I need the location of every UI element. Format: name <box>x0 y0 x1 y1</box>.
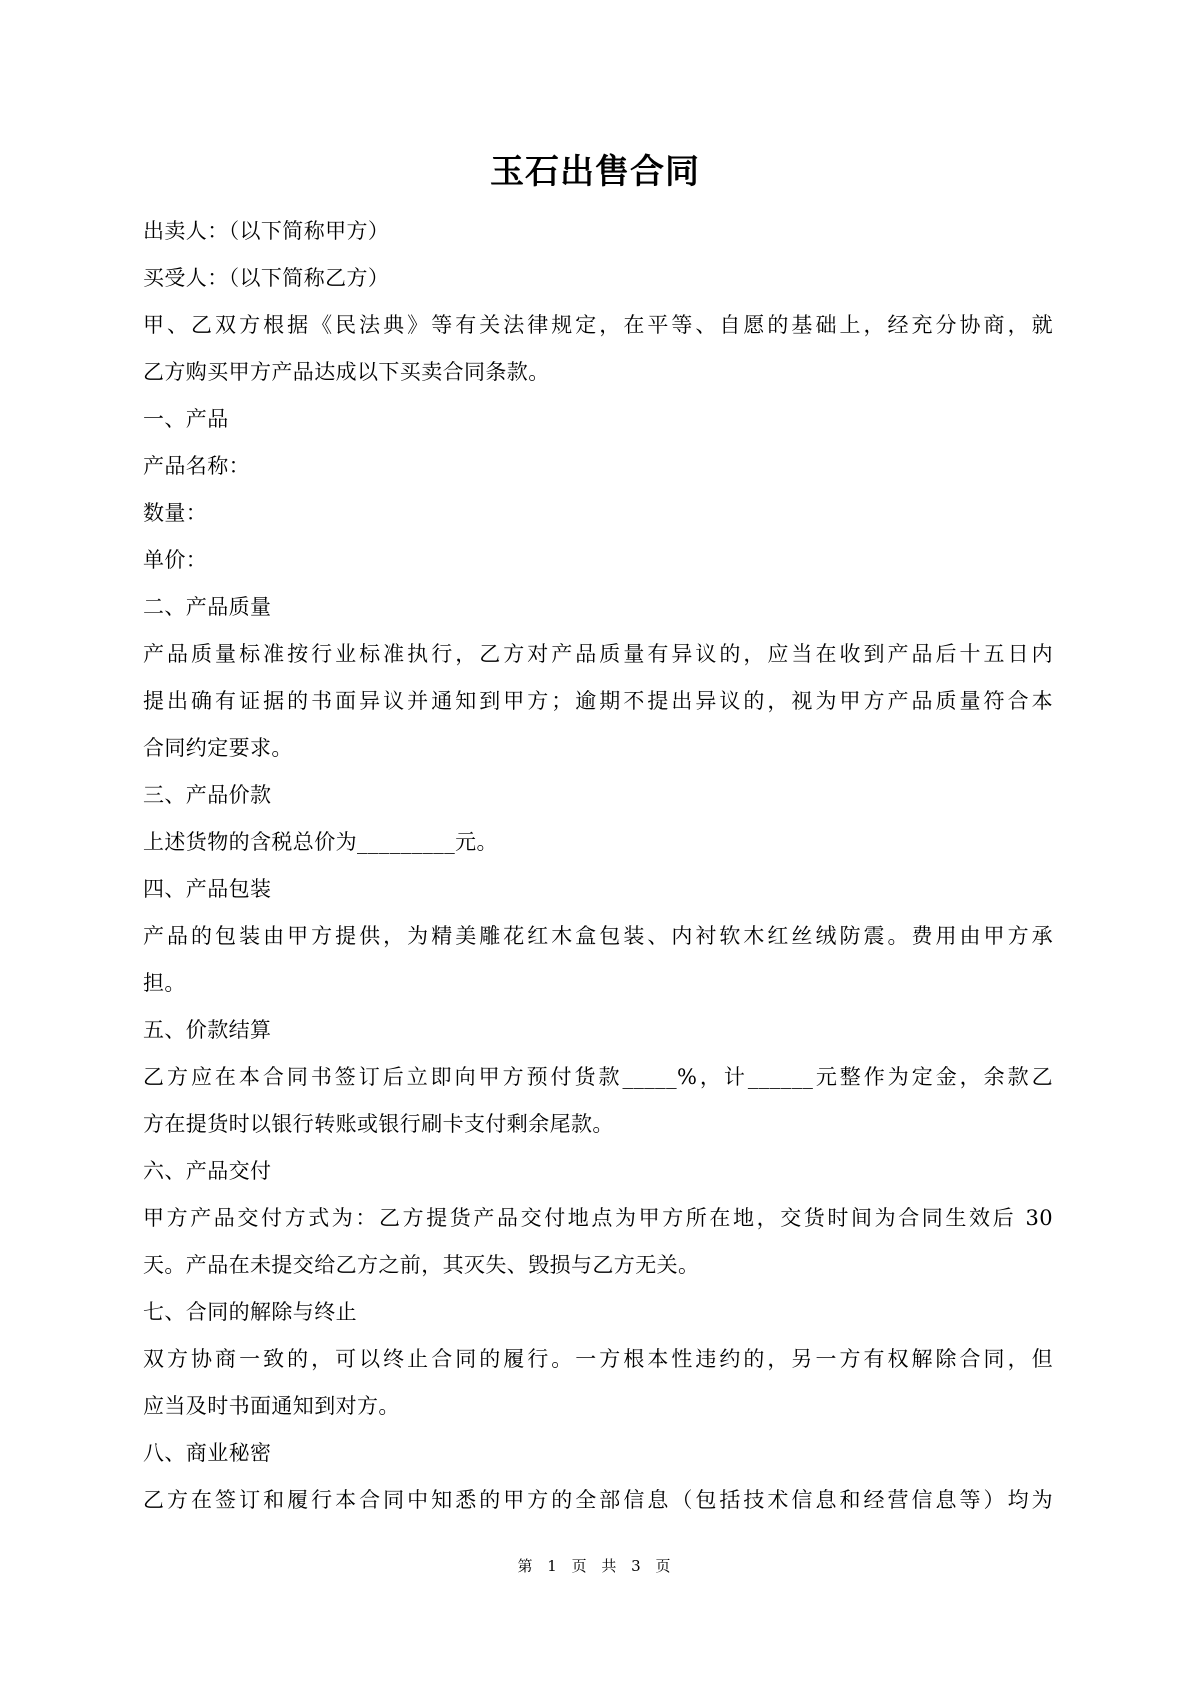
page-indicator: 第 1 页 共 3 页 <box>517 1557 673 1575</box>
preamble-line: 甲、乙双方根据《民法典》等有关法律规定，在平等、自愿的基础上，经充分协商，就 <box>143 313 1053 337</box>
price-clause-line: 上述货物的含税总价为_________元。 <box>143 830 498 854</box>
quality-clause-line: 产品质量标准按行业标准执行，乙方对产品质量有异议的，应当在收到产品后十五日内 <box>143 642 1053 666</box>
quantity-field: 数量： <box>143 501 208 525</box>
packaging-clause-line: 产品的包装由甲方提供，为精美雕花红木盒包装、内衬软木红丝绒防震。费用由甲方承 <box>143 924 1053 948</box>
section-heading-packaging: 四、产品包装 <box>143 877 272 901</box>
termination-clause-line: 双方协商一致的，可以终止合同的履行。一方根本性违约的，另一方有权解除合同，但 <box>143 1347 1053 1371</box>
packaging-clause-line: 担。 <box>143 971 186 995</box>
section-heading-settlement: 五、价款结算 <box>143 1018 272 1042</box>
section-heading-termination: 七、合同的解除与终止 <box>143 1300 357 1324</box>
product-name-field: 产品名称： <box>143 454 250 478</box>
section-heading-price: 三、产品价款 <box>143 783 272 807</box>
delivery-clause-line: 甲方产品交付方式为：乙方提货产品交付地点为甲方所在地，交货时间为合同生效后 30 <box>143 1206 1053 1230</box>
seller-line: 出卖人：（以下简称甲方） <box>143 219 390 243</box>
section-heading-product: 一、产品 <box>143 407 229 431</box>
section-heading-quality: 二、产品质量 <box>143 595 272 619</box>
delivery-clause-line: 天。产品在未提交给乙方之前，其灭失、毁损与乙方无关。 <box>143 1253 700 1277</box>
section-heading-delivery: 六、产品交付 <box>143 1159 272 1183</box>
settlement-clause-line: 方在提货时以银行转账或银行刷卡支付剩余尾款。 <box>143 1112 614 1136</box>
preamble-line: 乙方购买甲方产品达成以下买卖合同条款。 <box>143 360 550 384</box>
unit-price-field: 单价： <box>143 548 208 572</box>
document-body <box>143 208 1053 1524</box>
quality-clause-line: 提出确有证据的书面异议并通知到甲方；逾期不提出异议的，视为甲方产品质量符合本 <box>143 689 1053 713</box>
termination-clause-line: 应当及时书面通知到对方。 <box>143 1394 400 1418</box>
settlement-clause-line: 乙方应在本合同书签订后立即向甲方预付货款_____%，计______元整作为定金，余款乙 <box>143 1065 1053 1089</box>
buyer-line: 买受人：（以下简称乙方） <box>143 266 390 290</box>
section-heading-confidentiality: 八、商业秘密 <box>143 1441 272 1465</box>
document-title: 玉石出售合同 <box>490 152 700 192</box>
quality-clause-line: 合同约定要求。 <box>143 736 293 760</box>
confidentiality-clause-line: 乙方在签订和履行本合同中知悉的甲方的全部信息（包括技术信息和经营信息等）均为 <box>143 1488 1053 1512</box>
